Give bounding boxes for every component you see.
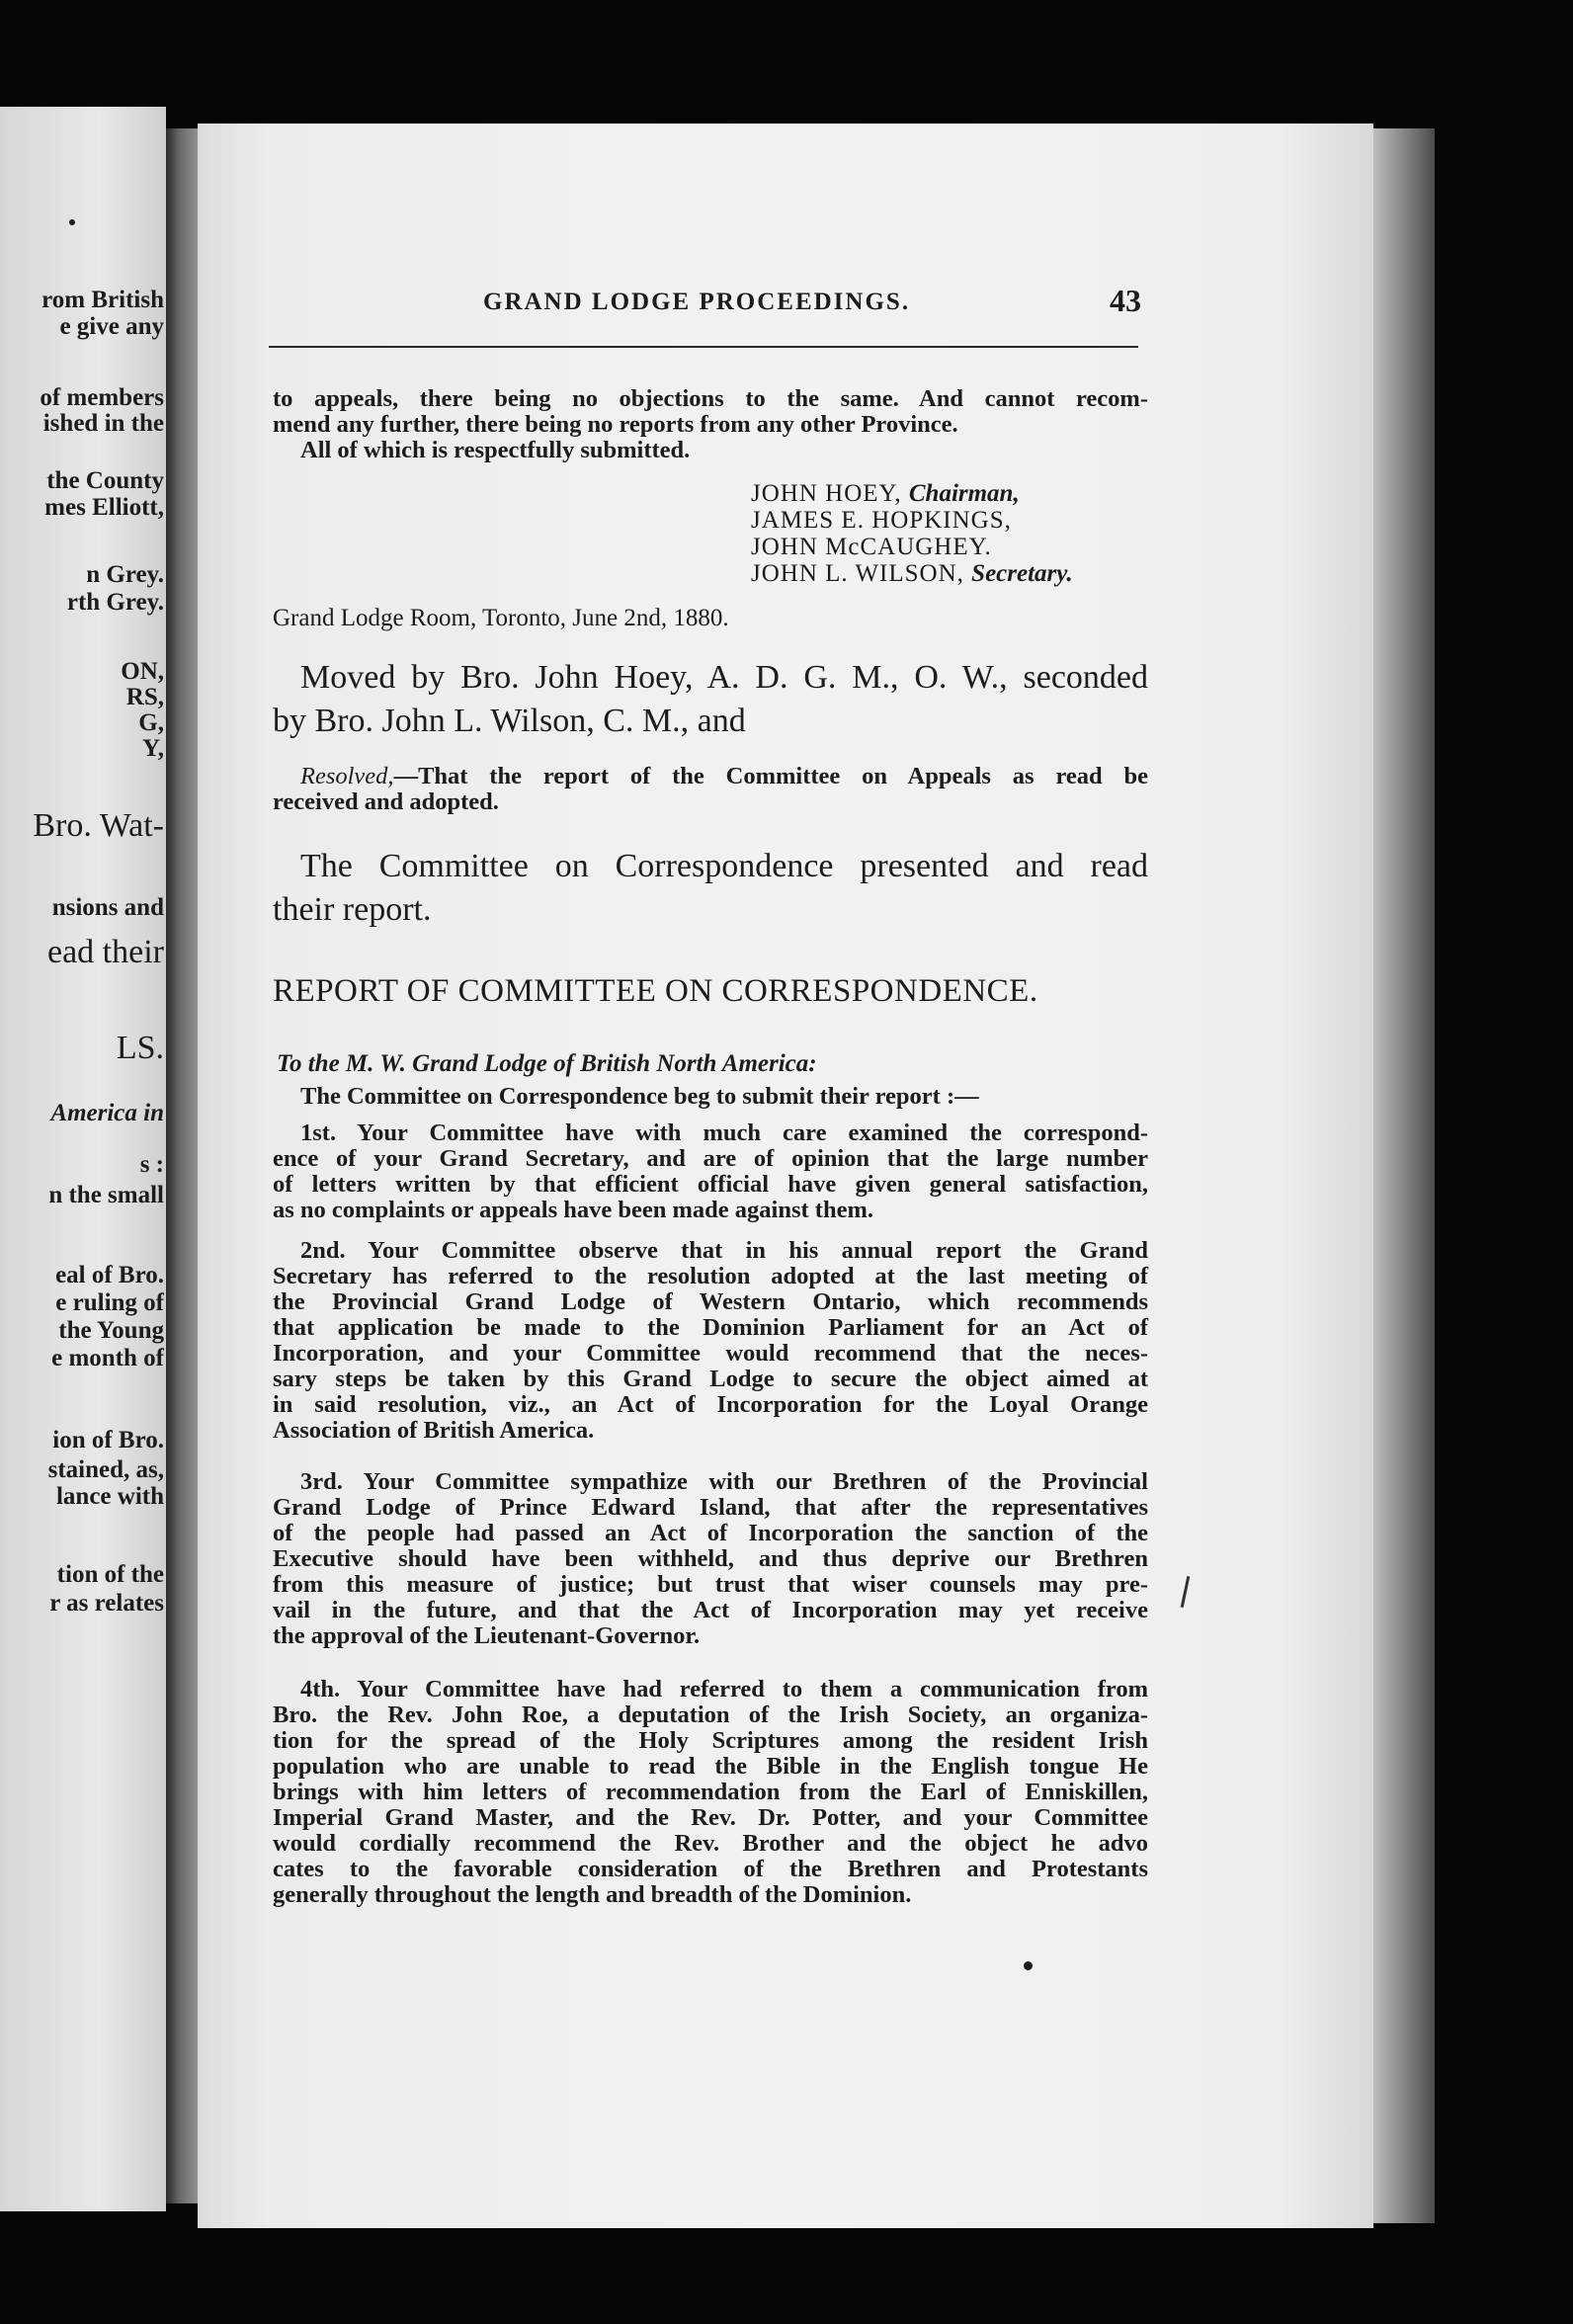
left-page-fragment: ished in the xyxy=(42,410,164,437)
page-number: 43 xyxy=(1110,283,1141,318)
text-line: mend any further, there being no reports from any other Province. xyxy=(273,411,958,438)
signature-line: JOHN McCAUGHEY. xyxy=(751,534,992,560)
left-page-fragment: America in xyxy=(50,1100,164,1126)
submitted-line: All of which is respectfully submitted. xyxy=(300,437,691,463)
left-page-fragment: stained, as, xyxy=(47,1456,164,1483)
left-page-fragment: G, xyxy=(138,709,164,736)
left-page-fragment: s : xyxy=(139,1151,164,1178)
running-title: GRAND LODGE PROCEEDINGS. xyxy=(483,289,911,315)
left-page-fragment: e month of xyxy=(51,1345,164,1371)
left-page-fragment: rth Grey. xyxy=(66,589,164,616)
left-page-fragment: tion of the xyxy=(56,1561,164,1588)
text-line: The Committee on Correspondence presented and read xyxy=(300,848,1148,884)
left-page-fragment: Y, xyxy=(141,735,164,762)
text-line: to appeals, there being no objections to the same. And cannot recom- xyxy=(273,385,1148,412)
header-rule xyxy=(269,346,1138,348)
left-page-fragment: LS. xyxy=(116,1034,164,1063)
page-edge xyxy=(1373,128,1435,2223)
signature-block xyxy=(751,480,1073,587)
left-page-fragment: ON, xyxy=(121,658,164,685)
left-page-fragment: rom British xyxy=(41,287,164,313)
text-line: Moved by Bro. John Hoey, A. D. G. M., O. W., seconded xyxy=(300,659,1148,696)
left-page-fragment: e ruling of xyxy=(55,1289,164,1316)
correspondence-text xyxy=(273,845,1148,932)
report-heading: REPORT OF COMMITTEE ON CORRESPONDENCE. xyxy=(273,973,1038,1009)
left-page-fragment: e give any xyxy=(59,313,164,340)
left-page-fragment: lance with xyxy=(55,1483,164,1510)
left-page-fragment: eal of Bro. xyxy=(55,1262,164,1288)
left-page-fragment: Bro. Wat- xyxy=(33,811,164,841)
salutation: To the M. W. Grand Lodge of British North America: xyxy=(277,1050,817,1077)
left-page-fragment: mes Elliott, xyxy=(44,494,164,521)
text-line: by Bro. John L. Wilson, C. M., and xyxy=(273,703,746,739)
text-line: their report. xyxy=(273,891,432,928)
paragraph-1: 1st. Your Committee have with much care examined the correspond- ence of your Grand Secretary, and are of opinion that the large number of letters written by that efficient official have given general satisfaction, as no complaints or appeals have been made against them. xyxy=(273,1120,1148,1223)
dateline: Grand Lodge Room, Toronto, June 2nd, 1880. xyxy=(273,605,729,631)
left-facing-page xyxy=(0,107,166,2211)
signature-line: JAMES E. HOPKINGS, xyxy=(751,507,1012,534)
signature-line: JOHN HOEY, Chairman, xyxy=(751,480,1020,507)
paragraph-3: 3rd. Your Committee sympathize with our Brethren of the Provincial Grand Lodge of Prince Edward Island, that after the representatives of the people had passed an Act of Incorporation the sanction of the Executive should have been withheld, and thus deprive our Brethren from this measure of justice; but trust that wiser counsels may pre- vail in the future, and that the Act of Incorporation may yet receive the approval of the Lieutenant-Governor. xyxy=(273,1468,1148,1649)
opening-text xyxy=(273,386,1148,463)
left-page-fragment: n the small xyxy=(48,1182,164,1208)
intro-text: The Committee on Correspondence beg to submit their report :— xyxy=(300,1083,979,1110)
left-page-fragment: ead their xyxy=(47,938,164,967)
left-page-fragment: RS, xyxy=(125,684,164,710)
resolution-text: Resolved,—That the report of the Committee on Appeals as read be received and adopted. xyxy=(273,763,1148,815)
left-page-fragment: the County xyxy=(46,467,164,494)
paragraph-2: 2nd. Your Committee observe that in his annual report the Grand Secretary has referred to the resolution adopted at the last meeting of the Provincial Grand Lodge of Western Ontario, which recommends that application be made to the Dominion Parliament for an Act of Incorporation, and your Committee would recommend that the neces- sary steps be taken by this Grand Lodge to secure the object aimed at in said resolution, viz., an Act of Incorporation for the Loyal Orange Association of British America. xyxy=(273,1237,1148,1444)
left-page-fragment: r as relates xyxy=(49,1590,164,1617)
resolved-label: Resolved, xyxy=(300,763,394,789)
motion-text xyxy=(273,656,1148,743)
paragraph-4: 4th. Your Committee have had referred to them a communication from Bro. the Rev. John Roe, a deputation of the Irish Society, an organiza- tion for the spread of the Holy Scriptures among the resident Irish population who are unable to read the Bible in the English tongue He brings with him letters of recommendation from the Earl of Enniskillen, Imperial Grand Master, and the Rev. Dr. Potter, and your Committee would cordially recommend the Rev. Brother and the object he advo cates to the favorable consideration of the Brethren and Protestants generally throughout the length and breadth of the Dominion. xyxy=(273,1676,1148,1908)
ink-dot xyxy=(1024,1961,1033,1970)
signature-line: JOHN L. WILSON, Secretary. xyxy=(751,560,1073,587)
left-page-fragment: nsions and xyxy=(51,894,164,921)
left-page-fragment: the Young xyxy=(58,1317,164,1344)
ink-dot xyxy=(69,219,75,225)
left-page-fragment: n Grey. xyxy=(86,561,164,588)
book-gutter xyxy=(166,128,202,2203)
left-page-fragment: ion of Bro. xyxy=(52,1427,164,1453)
text-line: received and adopted. xyxy=(273,788,499,815)
left-page-fragment: of members xyxy=(40,384,164,411)
